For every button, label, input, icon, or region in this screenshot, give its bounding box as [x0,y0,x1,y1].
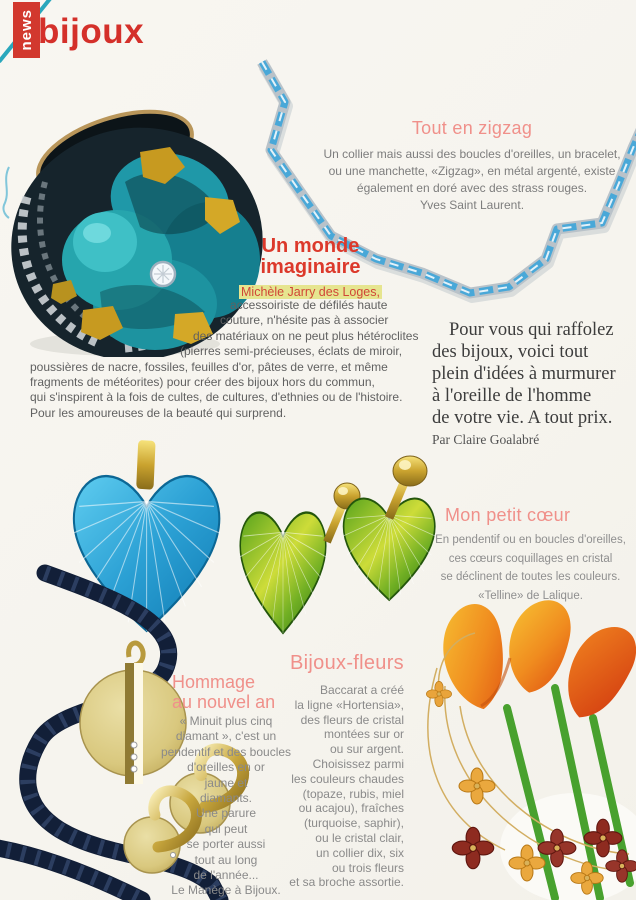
monde-text-line: (pierres semi-précieuses, éclats de miroir, [180,344,403,359]
monde-text-line: couture, n'hésite pas à associer [220,313,389,328]
zigzag-title: Tout en zigzag [411,118,533,138]
coeur-credit: «Telline» de Lalique. [478,589,583,602]
designer-name: Michèle Jarry des Loges, [241,285,380,299]
hommage-text-line: diamant », c'est un [175,729,277,744]
coeur-text-line: En pendentif ou en boucles d'oreilles, [435,534,626,546]
section-mon-petit-coeur [425,505,636,605]
section-tout-en-zigzag [302,118,636,214]
hommage-text-line: de l'année... [193,868,259,883]
hommage-text-line: tout au long [194,852,258,867]
zigzag-text-line: également en doré avec des strass rouges. [356,181,588,195]
intro-line: plein d'idées à murmurer [432,364,616,384]
fleurs-text-line: Choisissez parmi [312,756,404,771]
page-title: bijoux [38,12,145,51]
intro-line: à l'oreille de l'homme [432,386,592,406]
monde-text-line: poussières de nacre, fossiles, feuilles d'or, pâtes de verre, et même [30,359,388,374]
fleurs-text-line: les couleurs chaudes [291,771,404,786]
fleurs-text-line: ou acajou), fraîches [298,801,404,816]
intro-line: des bijoux, voici tout [432,342,589,362]
news-label: news [18,9,35,51]
monde-text-line: des matériaux on ne peut plus hétéroclites [193,328,419,343]
fleurs-text-line: ou sur argent. [329,742,404,757]
hommage-text-line: diamants. [199,791,253,806]
section-bijoux-fleurs [262,652,404,890]
hommage-text-line: d'oreilles en or [187,760,265,775]
author-byline: Par Claire Goalabré [432,432,540,447]
hommage-text-line: pendentif et des boucles [160,744,292,759]
calla-lilies-flower-jewelry-photo [415,598,636,900]
coeur-title: Mon petit cœur [445,505,571,525]
hommage-text-line: qui peut [204,821,248,836]
fleurs-text-line: des fleurs de cristal [300,712,404,727]
section-monde-imaginaire [30,298,464,421]
fleurs-text-line: un collier dix, six [315,845,404,860]
fleurs-text-line: (topaze, rubis, miel [302,786,404,801]
coeur-text-line: ces cœurs coquillages en cristal [448,552,613,565]
hommage-text-line: « Minuit plus cinq [179,714,273,728]
monde-text-line: accessoiriste de défilés haute [230,298,388,312]
fleurs-text-line: la ligne «Hortensia», [294,697,404,712]
hommage-text-line: jaune et [204,775,248,790]
zigzag-text-line: Un collier mais aussi des boucles d'oreilles, un bracelet, [323,147,621,161]
fleurs-text-line: ou trois fleurs [331,860,404,875]
fleurs-text-line: et sa broche assortie. [289,875,404,890]
monde-text-line: fragments de météorites) pour créer des bijoux hors du commun, [30,375,375,390]
zigzag-text-line: ou une manchette, «Zigzag», en métal argenté, existe [328,164,616,178]
fleurs-text-line: montées sur or [323,727,404,742]
hommage-text-line: se porter aussi [186,837,266,852]
editorial-intro [432,319,636,448]
news-badge [13,2,40,58]
fleurs-title: Bijoux-fleurs [290,652,404,674]
intro-line: de votre vie. A tout prix. [432,408,613,428]
hommage-title: Hommage au nouvel an [172,672,276,712]
monde-text-line: qui s'inspirent à la fois de cultes, de cultures, d'ethnies ou de l'histoire. [30,390,403,405]
hommage-credit: Le Manège à Bijoux. [171,883,281,898]
fleurs-text-line: Baccarat a créé [319,683,404,697]
fleurs-text-line: (turquoise, saphir), [303,816,404,831]
fleurs-text-line: ou le cristal clair, [315,830,404,845]
hommage-text-line: Une parure [195,806,257,821]
monde-title: Un monde imaginaire [260,235,361,278]
intro-line: Pour vous qui raffolez [449,320,614,340]
monde-text-line: Pour les amoureuses de la beauté qui surprend. [30,405,287,420]
zigzag-credit: Yves Saint Laurent. [419,198,525,212]
coeur-text-line: se déclinent de toutes les couleurs. [440,571,621,583]
